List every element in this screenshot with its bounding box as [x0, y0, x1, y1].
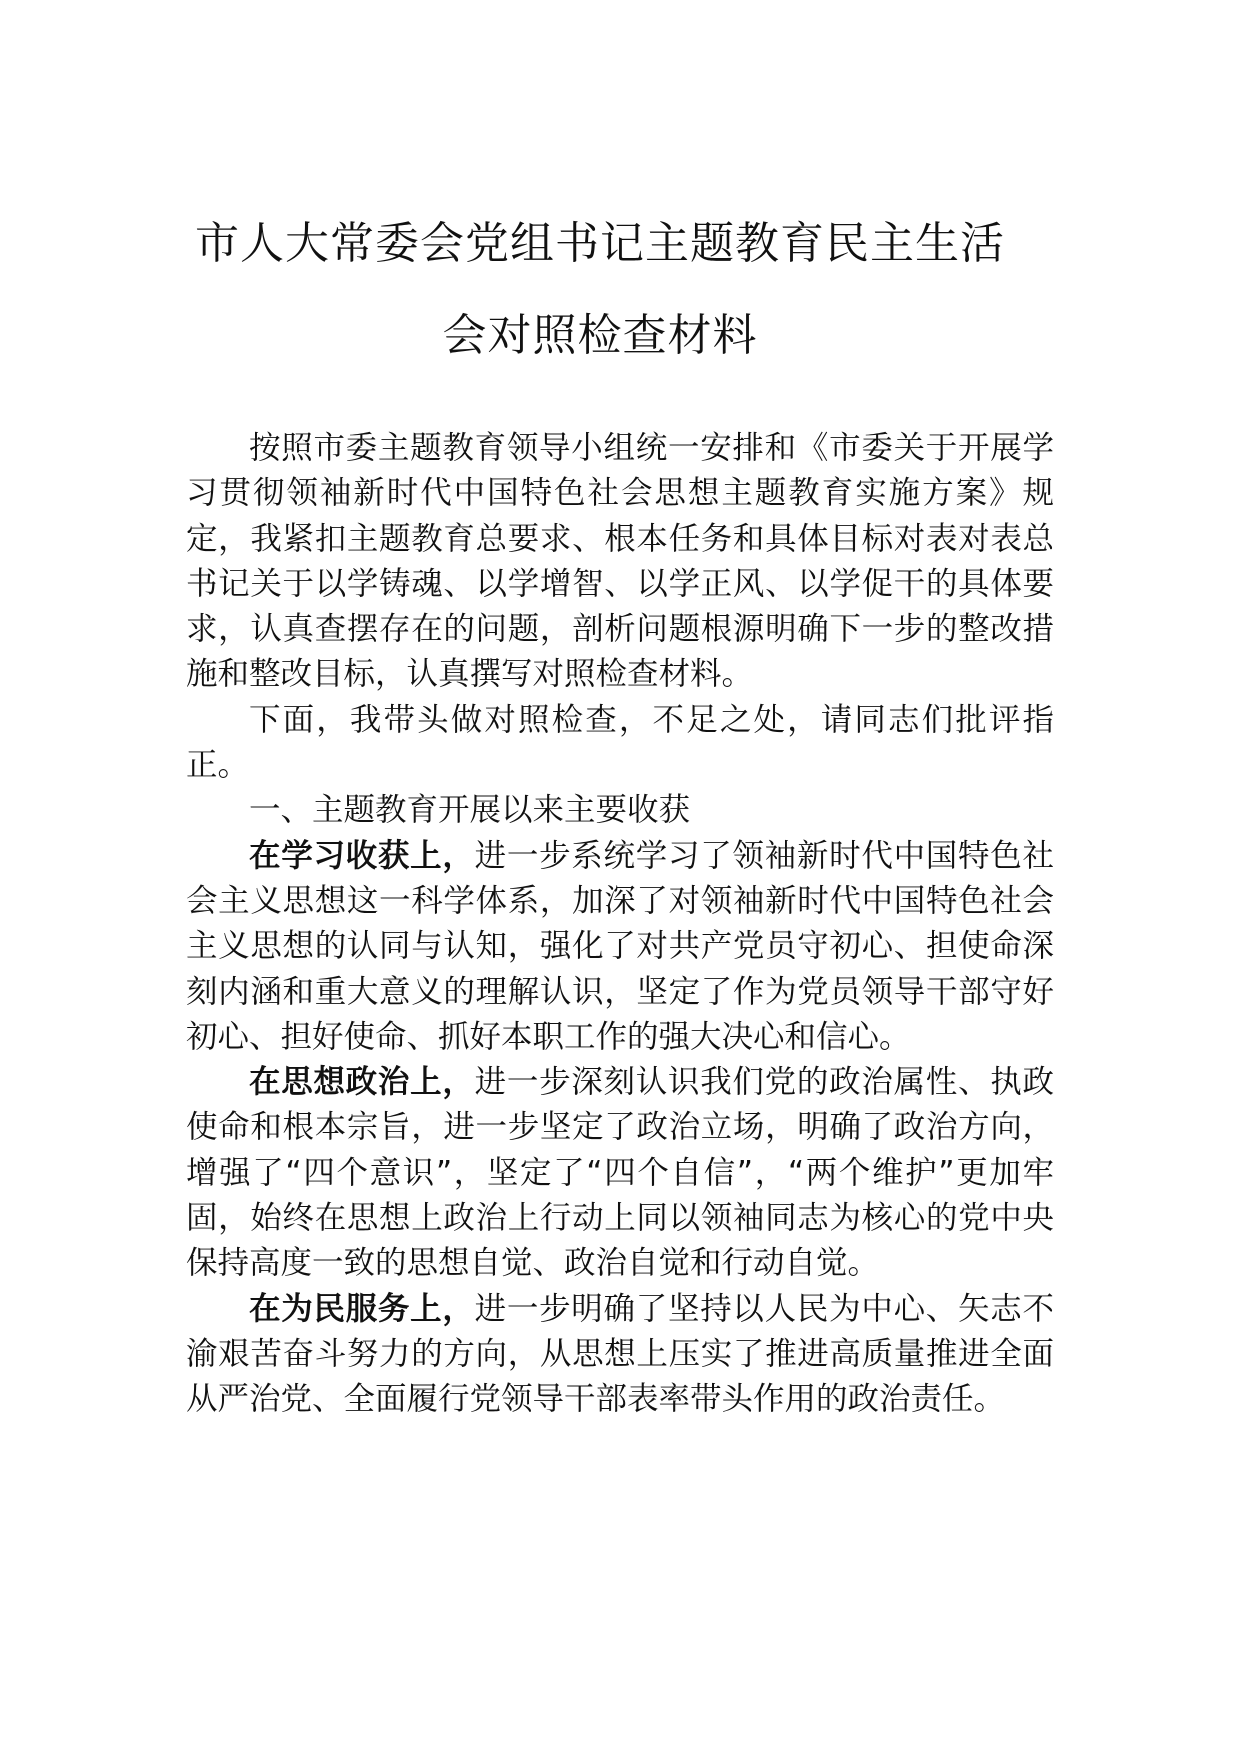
paragraph-study-gains — [186, 834, 1054, 1060]
paragraph-text: 进一步系统学习了领袖新时代中国特色社会主义思想这一科学体系，加深了对领袖新时代中国特色社会主义思想的认同与认知，强化了对共产党员守初心、担使命深刻内涵和重大意义的理解认识，坚定了作为党员领导干部守好初心、担好使命、抓好本职工作的强大决心和信心。 — [186, 837, 1054, 1055]
document-title-line-2: 会对照检查材料 — [442, 310, 758, 361]
document-body — [186, 426, 1054, 1423]
section-heading-1 — [186, 788, 1054, 833]
paragraph-request-criticism — [186, 698, 1054, 789]
paragraph-text: 进一步深刻认识我们党的政治属性、执政使命和根本宗旨，进一步坚定了政治立场，明确了政治方向，增强了“四个意识”，坚定了“四个自信”，“两个维护”更加牢固，始终在思想上政治上行动上同以领袖同志为核心的党中央保持高度一致的思想自觉、政治自觉和行动自觉。 — [186, 1064, 1054, 1282]
section-heading-text: 一、主题教育开展以来主要收获 — [249, 792, 691, 829]
paragraph-text: 下面，我带头做对照检查，不足之处，请同志们批评指正。 — [186, 701, 1054, 784]
document-title-line-1: 市人大常委会党组书记主题教育民主生活 — [195, 218, 1005, 269]
paragraph-lead: 在思想政治上， — [249, 1064, 475, 1101]
paragraph-intro — [186, 426, 1054, 698]
paragraph-political-thought — [186, 1060, 1054, 1286]
paragraph-text: 进一步明确了坚持以人民为中心、矢志不渝艰苦奋斗努力的方向，从思想上压实了推进高质量推进全面从严治党、全面履行党领导干部表率带头作用的政治责任。 — [186, 1290, 1054, 1418]
paragraph-text: 按照市委主题教育领导小组统一安排和《市委关于开展学习贯彻领袖新时代中国特色社会思想主题教育实施方案》规定，我紧扣主题教育总要求、根本任务和具体目标对表对表总书记关于以学铸魂、以学增智、以学正风、以学促干的具体要求，认真查摆存在的问题，剖析问题根源明确下一步的整改措施和整改目标，认真撰写对照检查材料。 — [186, 430, 1054, 693]
paragraph-lead: 在为民服务上， — [249, 1290, 475, 1327]
paragraph-serving-people — [186, 1287, 1054, 1423]
paragraph-lead: 在学习收获上， — [249, 837, 475, 874]
